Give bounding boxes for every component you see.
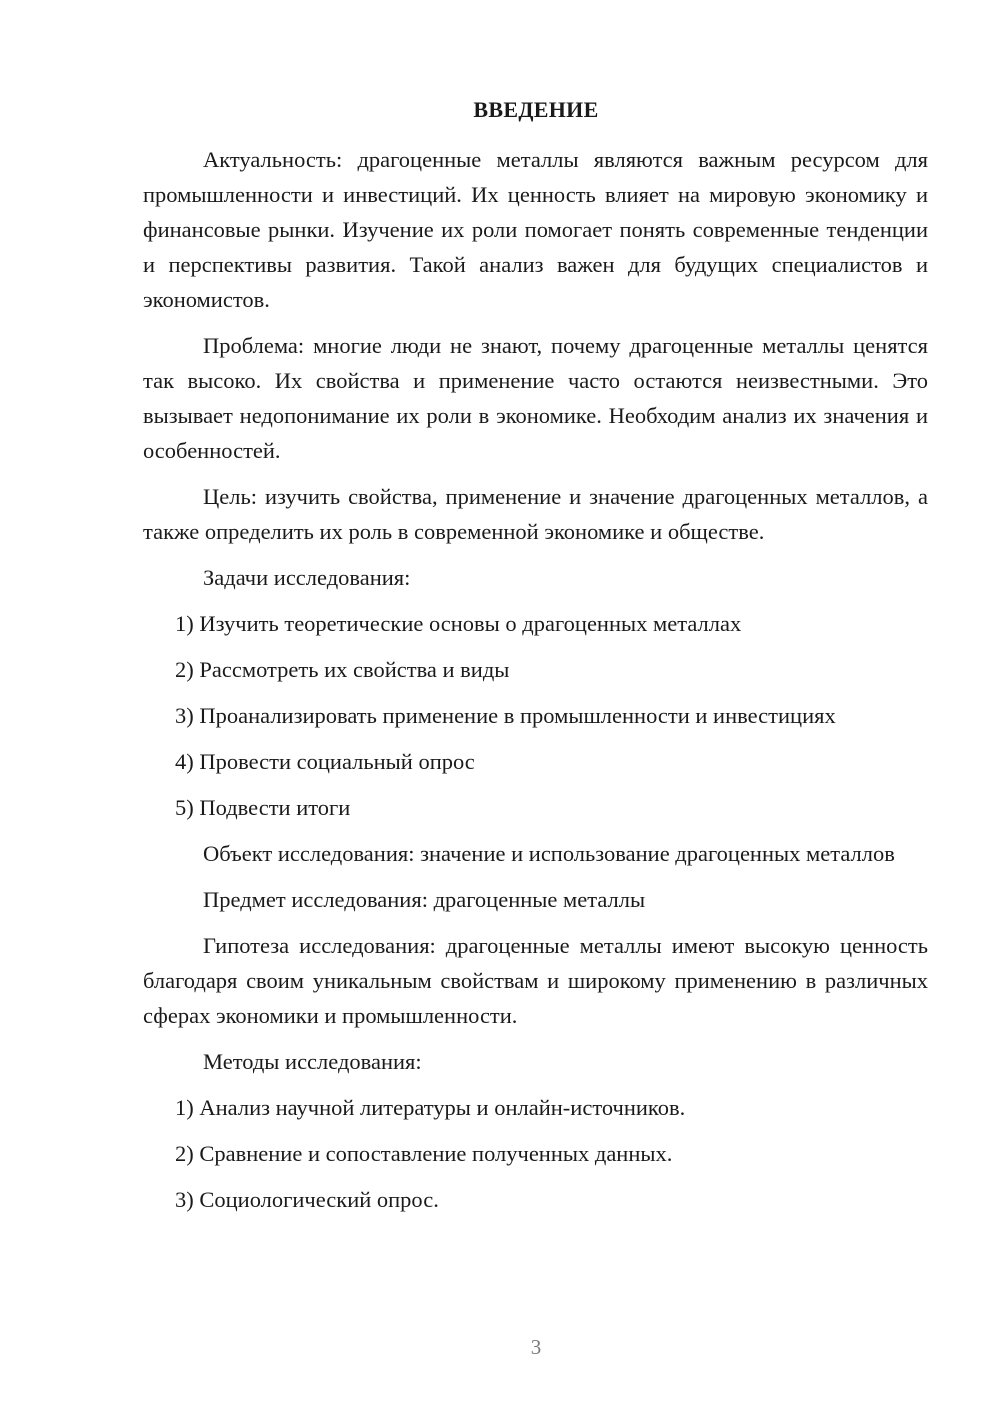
task-item-5: 5) Подвести итоги (175, 795, 351, 820)
task-item-2: 2) Рассмотреть их свойства и виды (175, 657, 510, 682)
tasks-list (143, 606, 928, 825)
relevance-paragraph: Актуальность: драгоценные металлы являются важным ресурсом для промышленности и инвестиций. Их ценность влияет на мировую экономику и финансовые рынки. Изучение их роли помогает понять современные тенденции и перспективы развития. Такой анализ важен для будущих специалистов и экономистов. (143, 147, 928, 312)
task-item-4: 4) Провести социальный опрос (175, 749, 475, 774)
subject-paragraph: Предмет исследования: драгоценные металлы (203, 887, 646, 912)
page-number: 3 (530, 1335, 542, 1359)
page-content (143, 142, 928, 1228)
object-paragraph: Объект исследования: значение и использование драгоценных металлов (203, 841, 895, 866)
methods-list (143, 1090, 928, 1217)
goal-paragraph: Цель: изучить свойства, применение и значение драгоценных металлов, а также определить их роль в современной экономике и обществе. (143, 484, 928, 544)
page-title: ВВЕДЕНИЕ (473, 97, 599, 122)
task-item-1: 1) Изучить теоретические основы о драгоценных металлах (175, 611, 742, 636)
method-item-3: 3) Социологический опрос. (175, 1187, 439, 1212)
tasks-heading: Задачи исследования: (203, 565, 411, 590)
problem-paragraph: Проблема: многие люди не знают, почему драгоценные металлы ценятся так высоко. Их свойства и применение часто остаются неизвестными. Это вызывает недопонимание их роли в экономике. Необходим анализ их значения и особенностей. (143, 333, 928, 463)
task-item-3: 3) Проанализировать применение в промышленности и инвестициях (175, 703, 836, 728)
methods-heading: Методы исследования: (203, 1049, 422, 1074)
hypothesis-paragraph: Гипотеза исследования: драгоценные металлы имеют высокую ценность благодаря своим уникальным свойствам и широкому применению в различных сферах экономики и промышленности. (143, 933, 928, 1028)
method-item-2: 2) Сравнение и сопоставление полученных данных. (175, 1141, 673, 1166)
method-item-1: 1) Анализ научной литературы и онлайн-источников. (175, 1095, 686, 1120)
